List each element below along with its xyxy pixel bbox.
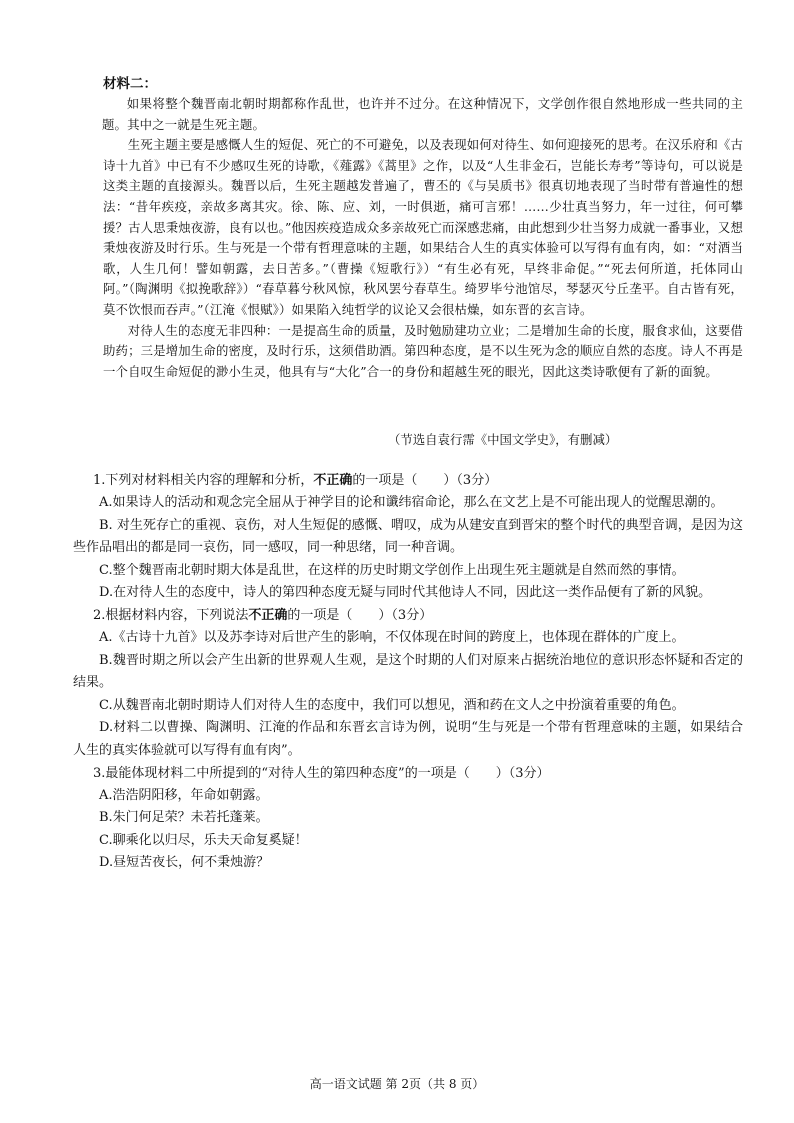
question-list [73,470,743,875]
option-b: B.朱门何足荣？未若托蓬莱。 [99,810,269,826]
option-d: D.在对待人生的态度中，诗人的第四种态度无疑与同时代其他诗人不同，因此这一类作品便有了新的风貌。 [99,585,712,601]
material-paragraph: 对待人生的态度无非四种：一是提高生命的质量，及时勉励建功立业；二是增加生命的长度，服食求仙，这要借助药；三是增加生命的密度，及时行乐，这须借助酒。第四种态度，是不以生死为念的顺应自然的态度。诗人不再是一个自叹生命短促的渺小生灵，他具有与“大化”合一的身份和超越生死的眼光，因此这类诗歌便有了新的面貌。 [103,322,743,379]
option-b: B.魏晋时期之所以会产生出新的世界观人生观，是这个时期的人们对原来占据统治地位的意识形态怀疑和否定的结果。 [73,652,743,691]
stem-text: 的一项是（ ）（3分） [287,607,433,623]
page-footer: 高一语文试题 第 2页（共 8 页） [309,1077,485,1091]
material-paragraph: 如果将整个魏晋南北朝时期都称作乱世，也许并不过分。在这种情况下，文学创作很自然地形成一些共同的主题。其中之一就是生死主题。 [102,96,743,132]
option-c: C.整个魏晋南北朝时期大体是乱世，在这样的历史时期文学创作上出现生死主题就是自然而然的事情。 [99,562,685,578]
question-stem [93,763,743,785]
option-a: A.浩浩阴阳移，年命如朝露。 [99,787,269,803]
question-2 [73,605,743,763]
question-3 [93,763,743,875]
stem-text: 1.下列对材料相关内容的理解和分析， [93,473,314,488]
question-1 [73,470,743,605]
material-source: （节选自袁行霈《中国文学史》，有删减） [388,432,618,447]
option-c: C.聊乘化以归尽，乐夫天命复奚疑！ [99,832,308,848]
option-c: C.从魏晋南北朝时期诗人们对待人生的态度中，我们可以想见，酒和药在文人之中扮演着重要的角色。 [99,697,685,713]
stem-emphasis: 不正确 [313,473,353,488]
material-two [103,74,743,382]
option-b: B. 对生死存亡的重视、哀伤，对人生短促的感慨、喟叹，成为从建安直到晋宋的整个时代的典型音调，是因为这些作品唱出的都是同一哀伤，同一感叹，同一种思绪，同一种音调。 [73,517,743,556]
material-title: 材料二： [103,76,157,92]
question-stem [93,470,743,492]
question-stem [93,605,743,627]
stem-text: 的一项是（ ）（3分） [352,473,498,488]
option-d: D.昼短苦夜长，何不秉烛游？ [99,855,270,871]
stem-emphasis: 不正确 [248,607,288,623]
stem-text: 3.最能体现材料二中所提到的“对待人生的第四种态度”的一项是（ ）（3分） [93,765,550,781]
option-a: A.如果诗人的活动和观念完全屈从于神学目的论和谶纬宿命论，那么在文艺上是不可能出现人的觉醒思潮的。 [99,495,724,510]
option-d: D.材料二以曹操、陶渊明、江淹的作品和东晋玄言诗为例，说明“生与死是一个带有哲理意味的主题，如果结合人生的真实体验就可以写得有血有肉”。 [73,720,743,758]
material-paragraph: 生死主题主要是感慨人生的短促、死亡的不可避免，以及表现如何对待生、如何迎接死的思考。在汉乐府和《古诗十九首》中已有不少感叹生死的诗歌，《薤露》《蒿里》之作，以及“人生非金石，岂能长寿考”等诗句，可以说是这类主题的直接源头。魏晋以后，生死主题越发普遍了，曹丕的《与吴质书》很真切地表现了当时带有普遍性的想法：“昔年疾疫，亲故多离其灾。徐、陈、应、刘，一时俱逝，痛可言邪！……少壮真当努力，年一过往，何可攀援？古人思秉烛夜游，良有以也。”他因疾疫造成众多亲故死亡而深感悲痛，由此想到少壮当努力成就一番事业，又想秉烛夜游及时行乐。生与死是一个带有哲理意味的主题，如果结合人生的真实体验可以写得有血有肉，如：“对酒当歌，人生几何！譬如朝露，去日苦多。”（曹操《短歌行》）“有生必有死，早终非命促。”“死去何所道，托体同山阿。”（陶渊明《拟挽歌辞》）“春草暮兮秋风惊，秋风罢兮春草生。绮罗毕兮池馆尽，琴瑟灭兮丘垄平。自古皆有死，莫不饮恨而吞声。”（江淹《恨赋》）如果陷入纯哲学的议论又会很枯燥，如东晋的玄言诗。 [103,137,743,317]
stem-text: 2.根据材料内容，下列说法 [93,607,249,623]
option-a: A.《古诗十九首》以及苏李诗对后世产生的影响，不仅体现在时间的跨度上，也体现在群体的广度上。 [99,629,685,645]
